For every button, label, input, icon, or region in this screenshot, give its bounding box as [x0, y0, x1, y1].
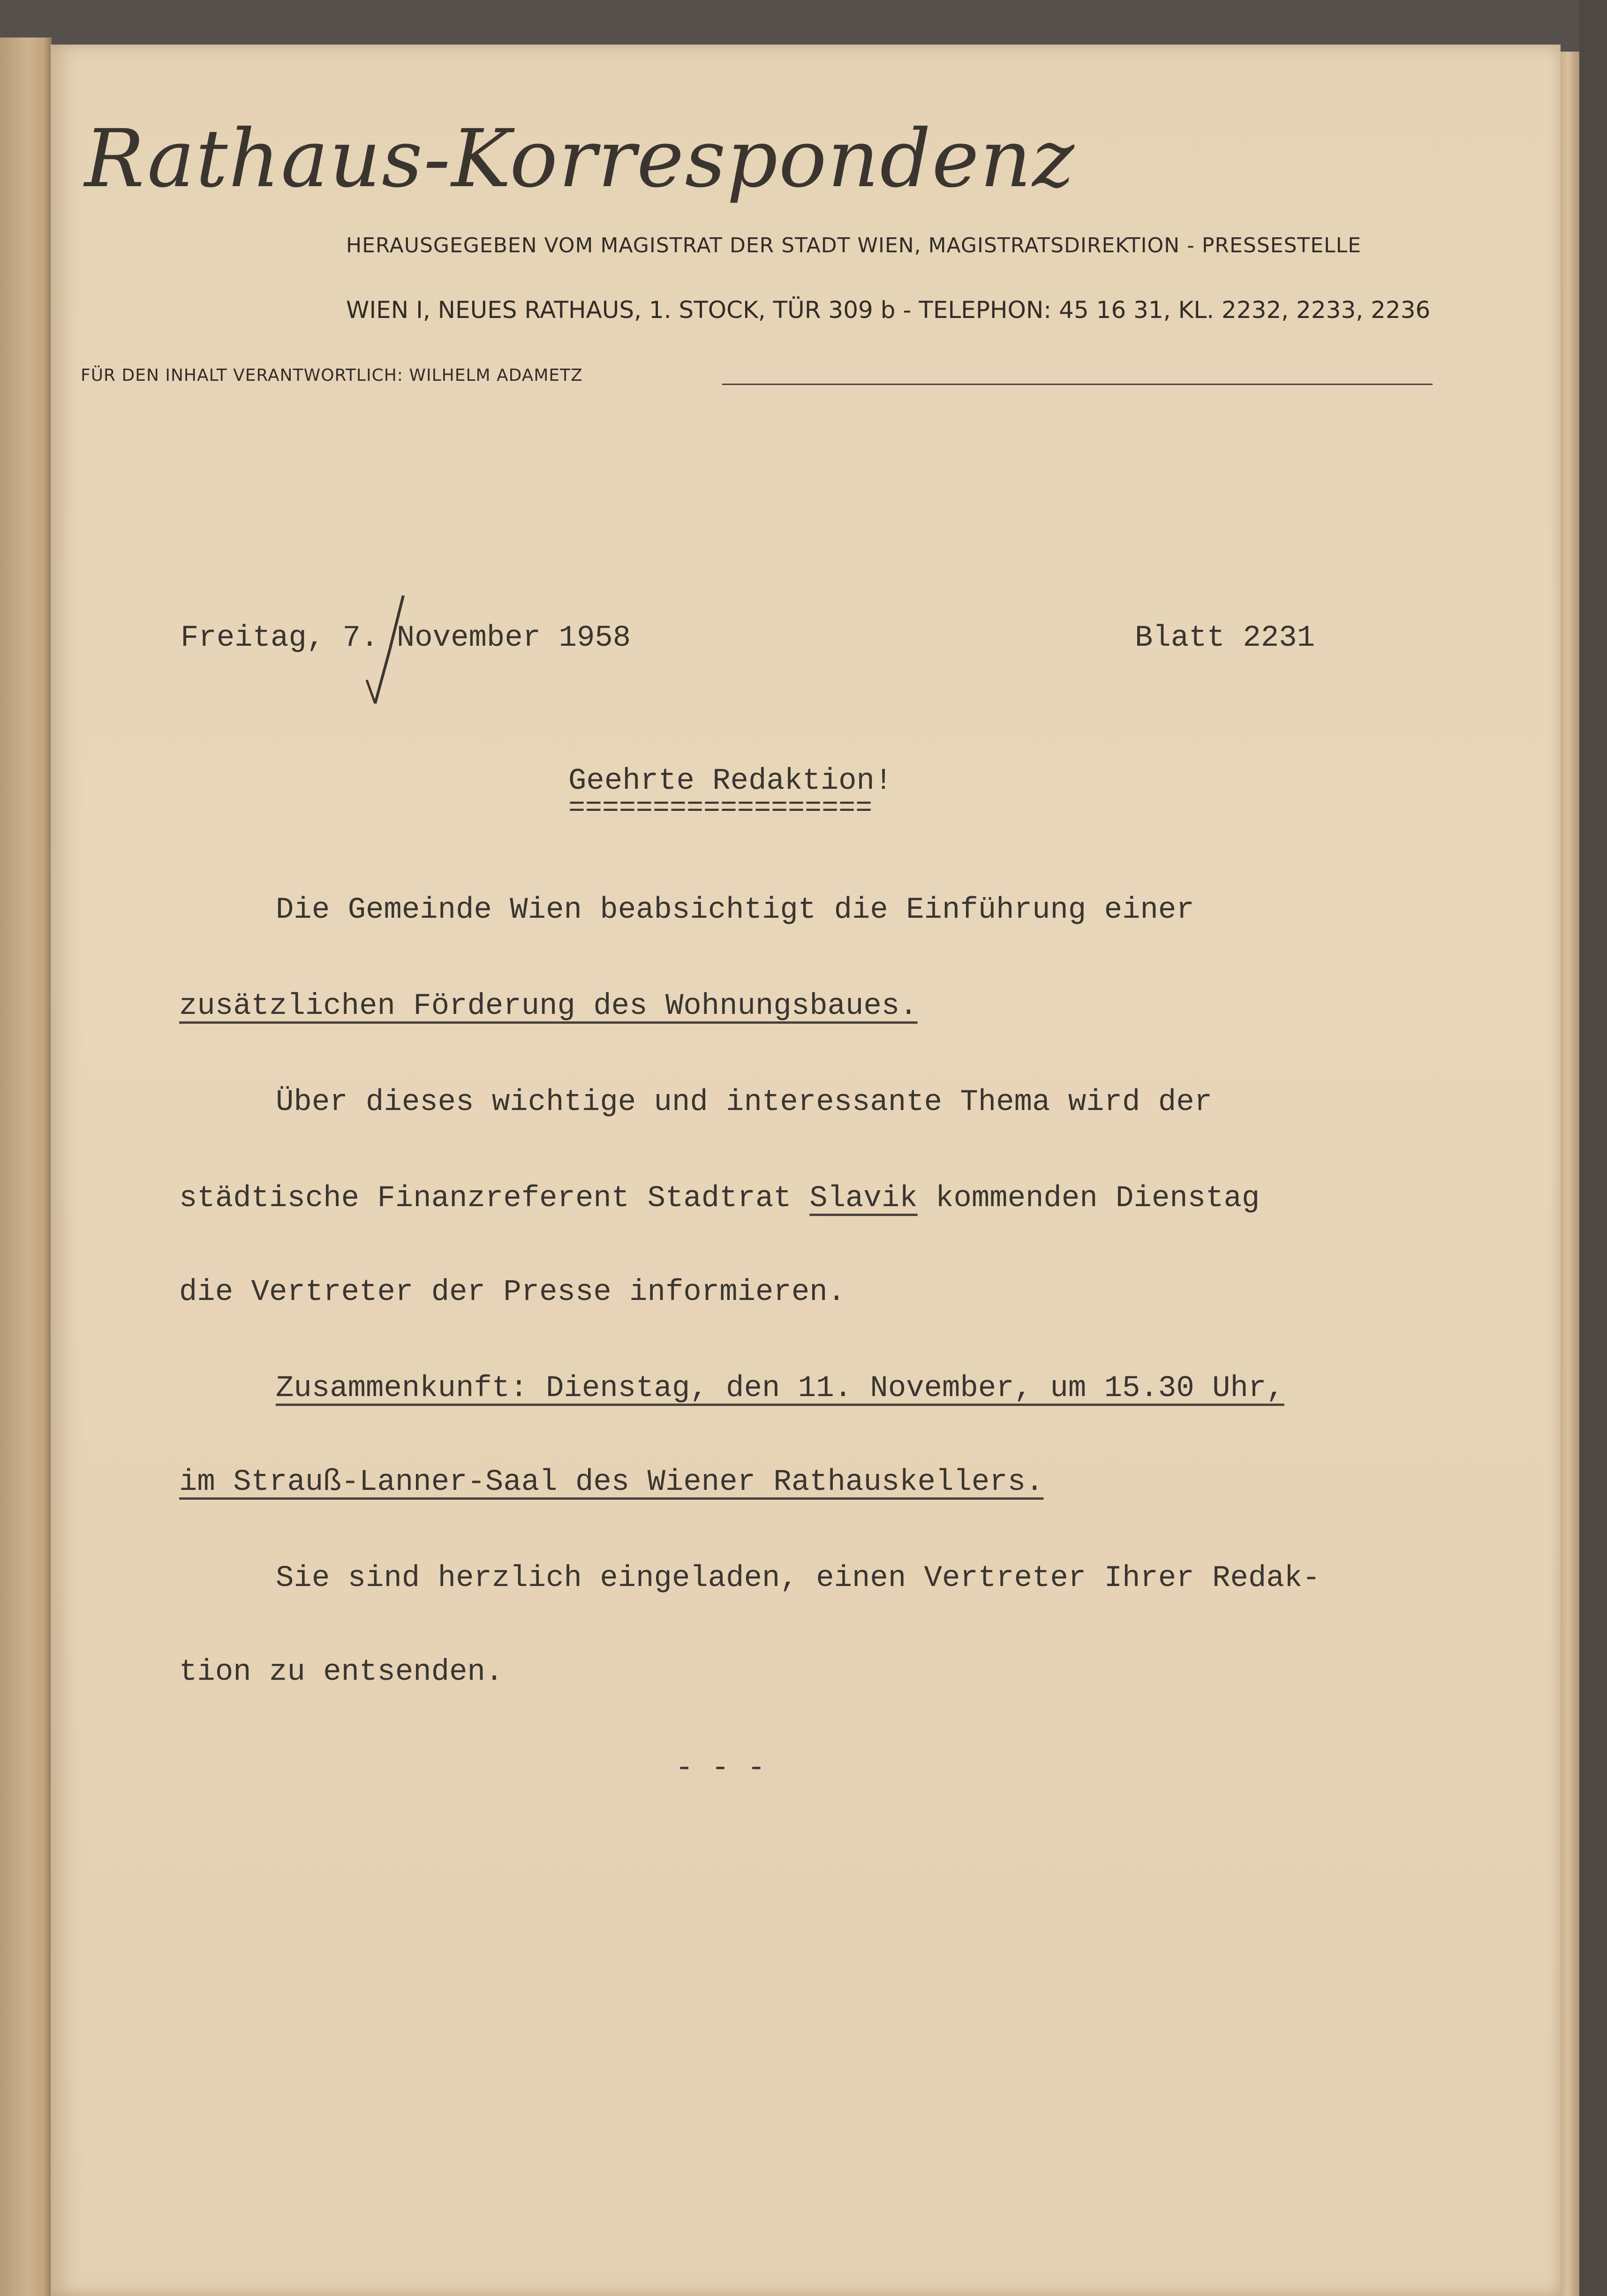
salutation-underline: ================== — [568, 793, 873, 824]
body-line-2: zusätzlichen Förderung des Wohnungsbaues. — [179, 989, 918, 1023]
sheet-number: Blatt 2231 — [1135, 621, 1315, 655]
body-line-3: Über dieses wichtige und interessante Thema wird der — [276, 1086, 1213, 1119]
body-line-1: Die Gemeinde Wien beabsichtigt die Einführung einer — [276, 893, 1194, 927]
closing-mark: - - - — [675, 1752, 766, 1785]
body-line-4 — [179, 1182, 1260, 1216]
letterhead-responsible-line: FÜR DEN INHALT VERANTWORTLICH: WILHELM ADAMETZ — [81, 366, 583, 385]
body-line-5: die Vertreter der Presse informieren. — [179, 1276, 846, 1309]
check-mark — [356, 591, 422, 708]
letterhead-publisher-line: HERAUSGEGEBEN VOM MAGISTRAT DER STADT WIEN, MAGISTRATSDIREKTION - PRESSESTELLE — [346, 234, 1362, 257]
meeting-time-line: Zusammenkunft: Dienstag, den 11. November, um 15.30 Uhr, — [276, 1372, 1284, 1405]
page-stack-edge — [1561, 52, 1579, 2296]
body-line-8: Sie sind herzlich eingeladen, einen Vertreter Ihrer Redak- — [276, 1562, 1320, 1595]
body-line-4-end: kommenden Dienstag — [936, 1182, 1260, 1216]
body-line-9: tion zu entsenden. — [179, 1655, 504, 1689]
body-line-4-start: städtische Finanzreferent Stadtrat — [179, 1182, 792, 1216]
letterhead-rule — [722, 384, 1433, 385]
letterhead-title: Rathaus-Korrespondenz — [84, 113, 1075, 205]
meeting-place-line: im Strauß-Lanner-Saal des Wiener Rathauskellers. — [179, 1465, 1044, 1499]
name-slavik: Slavik — [809, 1182, 918, 1216]
right-background — [1579, 0, 1607, 2296]
date-line: Freitag, 7. November 1958 — [181, 621, 631, 655]
previous-page-edge — [0, 38, 52, 2296]
salutation: Geehrte Redaktion! — [568, 764, 893, 798]
letterhead-address-line: WIEN I, NEUES RATHAUS, 1. STOCK, TÜR 309 b - TELEPHON: 45 16 31, KL. 2232, 2233, 2236 — [346, 296, 1431, 324]
